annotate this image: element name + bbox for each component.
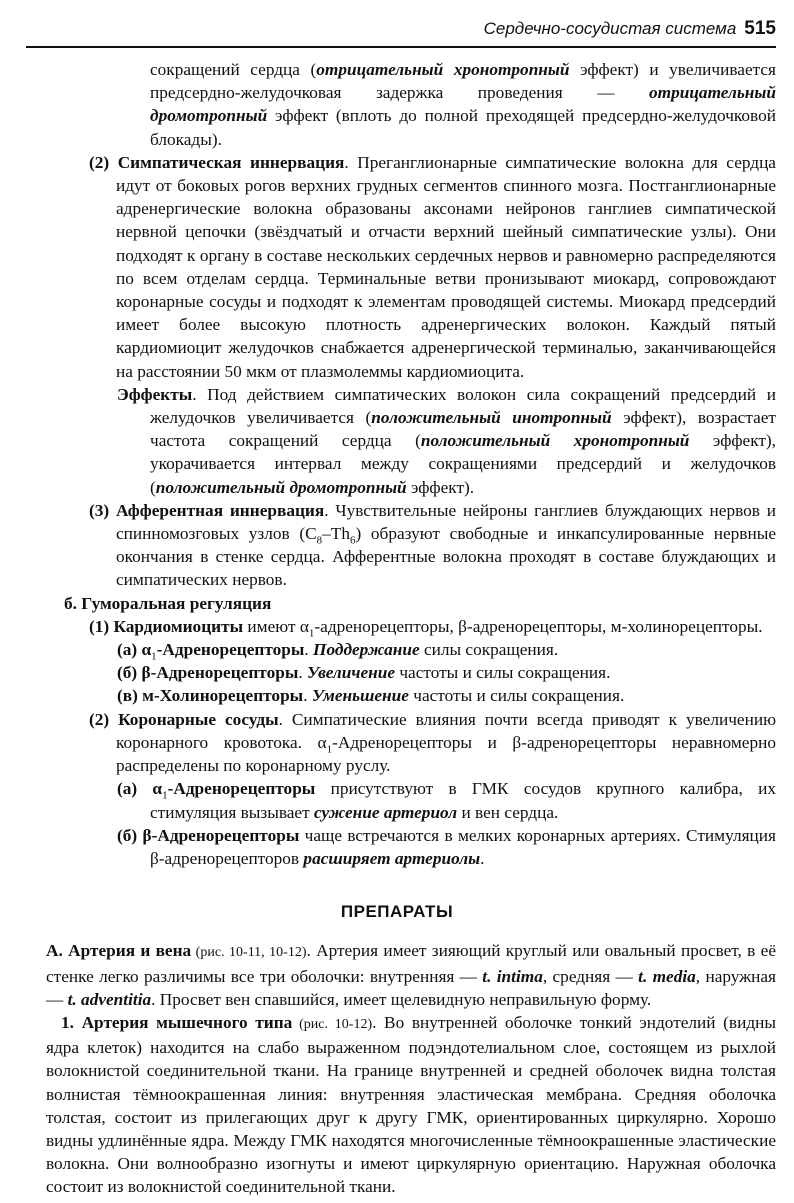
- subitem-number: (в): [117, 686, 143, 706]
- text-run: . Чувствительные нейроны ганглиев блуждающих нервов и спинномозговых узлов (C: [116, 500, 776, 544]
- cardiomyocytes-item: [89, 615, 776, 640]
- subitem-title: β-Адренорецепторы: [141, 663, 299, 683]
- section-title: б. Гуморальная регуляция: [64, 593, 272, 613]
- text-run: , средняя —: [542, 966, 639, 986]
- subitem-number: (б): [117, 663, 142, 683]
- preparations-heading: ПРЕПАРАТЫ: [340, 902, 454, 922]
- item-title: Симпатическая иннервация: [117, 152, 345, 172]
- emphasis: положительный дромотропный: [155, 477, 407, 497]
- running-head: [26, 12, 776, 48]
- text-run: , наружная —: [46, 966, 776, 1009]
- cardio-subitem-b: [117, 661, 776, 684]
- subitem-title: -Адренорецепторы: [156, 640, 305, 660]
- subscript: 1: [308, 627, 315, 640]
- latin-term: t. media: [638, 966, 696, 986]
- coronary-subitem-a: [117, 777, 776, 823]
- text-run: чаще встречаются в мелких коронарных артериях. Стимуляция β-адренорецепторов: [150, 825, 776, 868]
- text-run: . Под действием симпатических волокон сила сокращений предсердий и желудочков увеличивается (: [150, 384, 776, 428]
- text-run: .: [298, 663, 307, 683]
- latin-term: t. intima: [482, 966, 543, 986]
- text-run: -адренорецепторы, β-адренорецепторы, м-холинорецепторы.: [314, 616, 763, 636]
- subscript: 1: [326, 743, 333, 756]
- artery-vein-paragraph: [46, 939, 776, 1011]
- text-run: эффект).: [406, 477, 475, 497]
- item-title: Афферентная иннервация: [115, 500, 325, 520]
- running-title: Сердечно-сосудистая система: [483, 19, 737, 38]
- page-content: [0, 58, 794, 1199]
- text-run: . Артерия имеет зияющий круглый или овальный просвет, в её стенке легко различимы все три оболочки: внутренняя —: [46, 941, 776, 986]
- emphasis: Уменьшение: [311, 686, 409, 706]
- coronary-subitem-b: [117, 824, 776, 870]
- text-run: . Просвет вен спавшийся, имеет щелевидную неправильную форму.: [151, 989, 652, 1009]
- muscular-artery-paragraph: [46, 1011, 776, 1199]
- item-title: Коронарные сосуды: [118, 709, 279, 729]
- cardio-subitem-c: [117, 684, 776, 707]
- item-title: Кардиомиоциты: [113, 616, 244, 636]
- subitem-title: -Адренорецепторы: [167, 779, 316, 799]
- item-number: (2): [89, 152, 118, 172]
- subscript: 1: [162, 789, 168, 802]
- subscript: 8: [316, 534, 323, 547]
- subitem-title: α: [152, 779, 163, 799]
- subitem-title: м-Холинорецепторы: [142, 686, 304, 706]
- text-run: .: [480, 848, 485, 868]
- subitem-number: (а): [117, 779, 153, 799]
- cardio-subitem-a: [117, 638, 776, 663]
- paragraph-text: . Во внутренней оболочке тонкий эндотелий (видны ядра клеток) находится на слабо выраженном подэндотелиальном слое, состоящем из рыхлой волокнистой соединительной ткани. На границе внутренней и средней оболочек видна толстая волнистая тёмноокрашенная линия: внутренняя эластическая мембрана. Средняя оболочка толстая, состоит из прилегающих друг к другу ГМК, ориентированных циркулярно. Хорошо видны удлинённые ядра. Между ГМК находятся многочисленные тёмноокрашенные эластические волокна. Они волнообразно изогнуты и имеют циркулярную ориентацию. Наружная оболочка состоит из волокнистой соединительной ткани.: [46, 1012, 776, 1197]
- emphasis: сужение артериол: [313, 802, 458, 822]
- latin-term: t. adventitia: [67, 989, 152, 1009]
- subitem-number: (б): [117, 825, 143, 845]
- paragraph-title: А. Артерия и вена: [46, 941, 192, 961]
- item-number: (3): [89, 500, 116, 520]
- text-run: эффект) и увеличивается предсердно-желудочковая задержка проведения —: [150, 60, 776, 103]
- page-number: 515: [744, 18, 776, 39]
- text-run: . Симпатические влияния почти всегда приводят к увеличению коронарного кровотока. α: [116, 709, 776, 752]
- effects-title: Эффекты: [117, 384, 193, 404]
- text-run: эффект), возрастает частота сокращений сердца (: [150, 408, 776, 451]
- figure-reference: (рис. 10-11, 10-12): [191, 945, 307, 961]
- text-run: эффект (вплоть до полной преходящей предсердно-желудочковой блокады).: [150, 106, 776, 149]
- text-run: .: [303, 686, 312, 706]
- coronary-vessels-item: [89, 708, 776, 778]
- text-run: силы сокращения.: [419, 640, 559, 660]
- subscript: 1: [151, 650, 157, 663]
- emphasis: Увеличение: [306, 663, 396, 683]
- effects-paragraph: [117, 383, 776, 499]
- item-text: . Преганглионарные симпатические волокна для сердца идут от боковых рогов верхних грудных сегментов спинного мозга. Постганглионарные адренергические волокна образованы аксонами нейронов ганглиев симпатической нервной цепочки (звёздчатый и отчасти верхний шейный симпатические узлы). Они подходят к органу в составе нескольких сердечных нервов и равномерно распределяются по всем отделам сердца. Терминальные ветви пронизывают миокард, сопровождают коронарные сосуды и подходят к элементам проводящей системы. Миокард предсердий имеет более высокую плотность адренергических волокон. Каждый пятый кардиомиоцит желудочков снабжается адренергической терминалью, заканчивающейся на расстоянии 50 мкм от плазмолеммы кардиомиоцита.: [116, 152, 776, 381]
- item-number: (1): [89, 616, 114, 636]
- text-run: -Адренорецепторы и β-адренорецепторы неравномерно распределены по коронарному руслу.: [116, 732, 776, 776]
- text-run: имеют α: [243, 616, 309, 636]
- item-number: (2): [89, 709, 119, 729]
- text-run: сокращений сердца (: [150, 60, 317, 79]
- subscript: 6: [349, 534, 356, 547]
- emphasis: расширяет артериолы: [303, 848, 481, 868]
- paragraph-title: 1. Артерия мышечного типа: [61, 1012, 293, 1032]
- afferent-innervation-item: [89, 499, 776, 592]
- emphasis: отрицательный дромотропный: [150, 83, 776, 126]
- text-run: частоты и силы сокращения.: [408, 686, 625, 706]
- figure-reference: (рис. 10-12): [292, 1016, 373, 1032]
- emphasis: Поддержание: [313, 640, 420, 660]
- subitem-title: α: [141, 640, 152, 660]
- text-run: –Th: [322, 524, 350, 544]
- subitem-title: β-Адренорецепторы: [142, 825, 300, 845]
- continued-paragraph: [150, 58, 776, 151]
- text-run: ) образуют свободные и инкапсулированные нервные окончания в стенке сердца. Афферентные волокна проходят в составе блуждающих и симпатических нервов.: [116, 524, 776, 590]
- sympathetic-innervation-item: [89, 151, 776, 383]
- emphasis: положительный инотропный: [371, 408, 612, 428]
- subitem-number: (а): [117, 640, 142, 660]
- text-run: и вен сердца.: [457, 802, 559, 822]
- text-run: .: [304, 640, 314, 660]
- humoral-regulation-heading: [64, 592, 776, 615]
- text-run: частоты и силы сокращения.: [395, 663, 611, 683]
- emphasis: положительный хронотропный: [420, 431, 690, 451]
- emphasis: отрицательный хронотропный: [316, 60, 570, 79]
- text-run: присутствуют в ГМК сосудов крупного калибра, их стимуляция вызывает: [150, 779, 776, 822]
- text-run: эффект), укорачивается интервал между сокращениями предсердий и желудочков (: [150, 431, 776, 497]
